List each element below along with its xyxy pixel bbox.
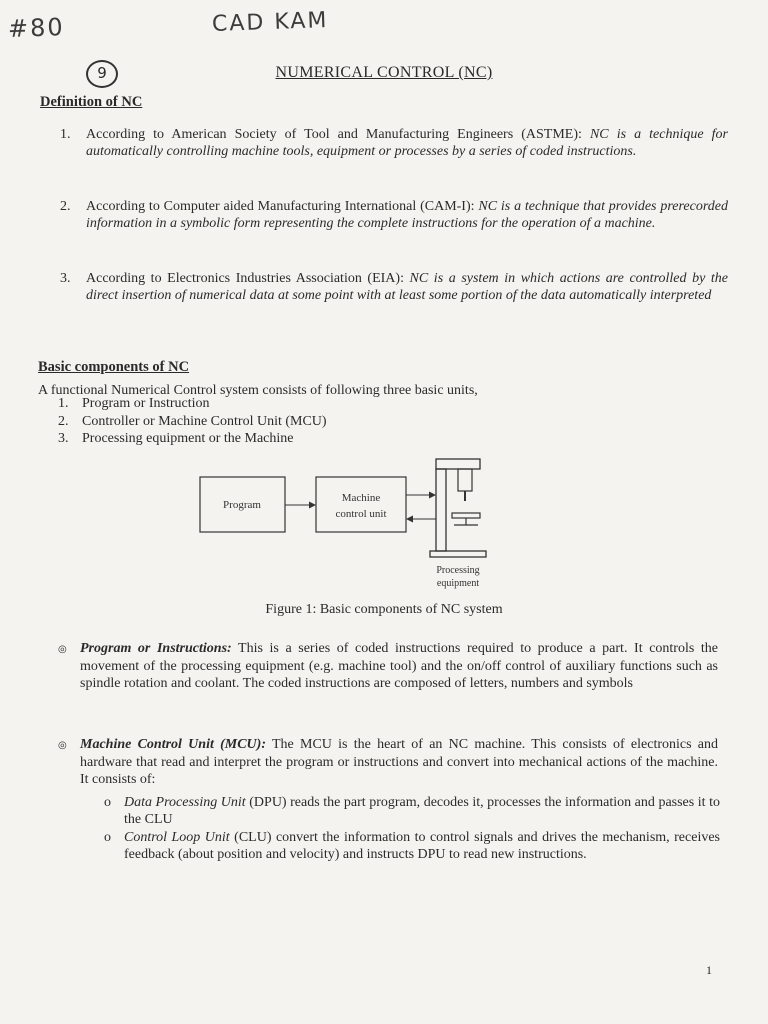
bullet-marker: ◎: [58, 740, 67, 751]
bullet-term: Machine Control Unit (MCU):: [80, 737, 266, 752]
definition-item-number: 3.: [60, 271, 71, 286]
bullet-text: This is a series of coded instructions required to produce a part. It controls the movement of the processing equipment (e.g. machine tool) and the on/off control of auxiliary functions such as spindle rotation and coolant. The coded instructions are composed of letters, numbers and symbols: [80, 641, 718, 691]
list-item: 2. Controller or Machine Control Unit (MCU): [58, 413, 327, 429]
arrowhead: [406, 516, 413, 523]
mcu-label-line1: Machine: [341, 492, 381, 504]
bullet-term: Program or Instructions:: [80, 641, 232, 656]
subitem-marker: o: [104, 830, 111, 845]
mcu-box: [316, 477, 406, 532]
definition-source: According to Computer aided Manufacturing International (CAM-I):: [86, 199, 479, 214]
handwritten-note-right: CAD KAM: [211, 7, 329, 38]
equipment-label-line1: Processing: [436, 565, 480, 576]
subitem-term: Control Loop Unit: [124, 830, 230, 845]
definition-heading: Definition of NC: [40, 94, 143, 110]
components-heading: Basic components of NC: [38, 359, 190, 375]
subitem-marker: o: [104, 795, 111, 810]
definition-text: NC is a technique that provides prerecorded information in a symbolic form representing the complete instructions for the operation of a machine.: [86, 199, 728, 231]
mcu-label-line2: control unit: [335, 508, 387, 520]
circled-number: 9: [86, 60, 118, 88]
arrowhead: [429, 492, 436, 499]
definition-item-3: [60, 270, 728, 304]
components-list: [58, 395, 327, 448]
list-item: 1. Program or Instruction: [58, 396, 210, 411]
subitem-dpu: [104, 795, 720, 828]
bullet-program: [58, 640, 718, 693]
definition-text: NC is a system in which actions are controlled by the direct insertion of numerical data at some point with at least some portion of the data automatically interpreted: [86, 271, 728, 303]
machine-tool-icon: [430, 459, 486, 557]
bullet-mcu: [58, 736, 718, 789]
definition-item-number: 1.: [60, 127, 71, 142]
program-label: Program: [223, 499, 261, 511]
handwritten-note-left: #80: [7, 13, 66, 43]
page-title: NUMERICAL CONTROL (NC): [275, 64, 493, 81]
bullet-text: The MCU is the heart of an NC machine. This consists of electronics and hardware that read and interpret the program or instructions and convert into mechanical actions of the machine. It consists of:: [80, 737, 719, 787]
arrowhead: [309, 502, 316, 509]
list-item: 3. Processing equipment or the Machine: [58, 431, 294, 446]
subitem-text: (CLU) convert the information to control signals and drives the mechanism, receives feedback (about position and velocity) and instructs DPU to read new instructions.: [124, 830, 720, 862]
bullet-marker: ◎: [58, 644, 67, 655]
definition-item-1: [60, 126, 728, 160]
figure-caption: Figure 1: Basic components of NC system: [265, 602, 503, 617]
definition-source: According to Electronics Industries Association (EIA):: [86, 271, 410, 286]
definition-source: According to American Society of Tool and Manufacturing Engineers (ASTME):: [86, 127, 590, 142]
subitem-text: (DPU) reads the part program, decodes it, processes the information and passes it to the CLU: [124, 795, 720, 827]
equipment-label-line2: equipment: [436, 578, 480, 589]
components-intro: A functional Numerical Control system consists of following three basic units,: [38, 383, 478, 398]
subitem-term: Data Processing Unit: [124, 795, 246, 810]
nc-components-diagram: [190, 455, 520, 600]
page-number: 1: [706, 963, 712, 977]
definition-text: NC is a technique for automatically controlling machine tools, equipment or processes by a series of coded instructions.: [86, 127, 728, 159]
subitem-clu: [104, 830, 720, 863]
definition-item-2: [60, 198, 728, 232]
definition-item-number: 2.: [60, 199, 71, 214]
